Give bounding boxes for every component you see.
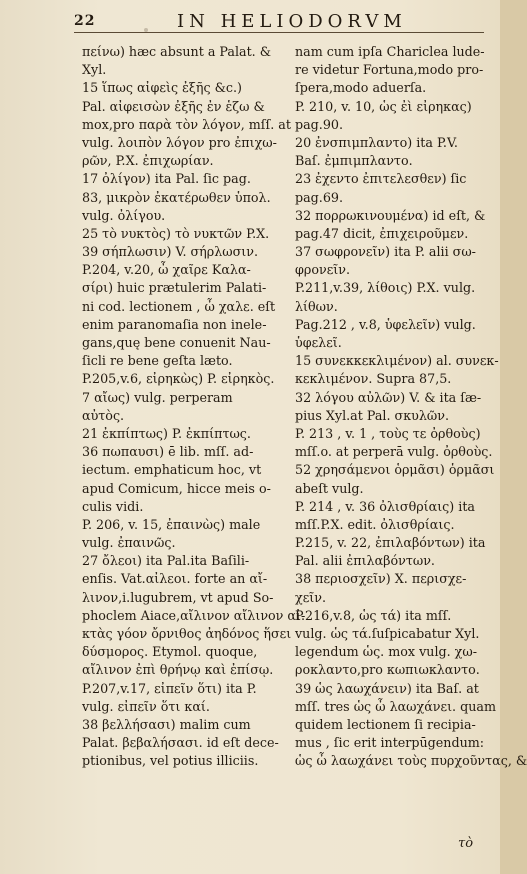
text-line: P.211,v.39, λίθοις) P.X. vulg. bbox=[295, 280, 476, 296]
text-line: 39 ὡς λαωχάνειν) ita Baſ. at bbox=[295, 680, 479, 696]
text-line: P. 206, v. 15, ἐπαινὼς) male bbox=[82, 516, 261, 532]
catchword: τὸ bbox=[458, 836, 474, 851]
left-column bbox=[82, 43, 306, 771]
text-line: P.216,v.8, ὡς τά) ita mſſ. bbox=[295, 607, 452, 623]
text-line: 36 πωπαυσι) ē lib. mſſ. ad- bbox=[82, 444, 254, 460]
text-line: 23 ἐχεντο ἐπιτελεσθεν) ſic bbox=[295, 171, 467, 187]
text-line: apud Comicum, hicce meis o- bbox=[82, 480, 271, 496]
text-line: ſpera,modo aduerſa. bbox=[295, 80, 427, 96]
text-line: Pal. αἰφεισὼν ἐξῆς ἐν ἑζω & bbox=[82, 98, 265, 114]
text-line: P.215, v. 22, ἐπιλαβόντων) ita bbox=[295, 535, 486, 551]
text-line: re videtur Fortuna,modo pro- bbox=[295, 62, 484, 78]
text-line: mſſ.P.X. edit. ὀλισθρίαις. bbox=[295, 516, 455, 532]
text-line: ὑφελεῖ. bbox=[295, 335, 342, 350]
text-line: 38 βελλήσασι) malim cum bbox=[82, 716, 251, 732]
page-number: 22 bbox=[74, 13, 96, 29]
text-line: 32 λόγου αὐλῶν) V. & ita ſæ- bbox=[295, 389, 482, 405]
text-line: λινον,i.lugubrem, vt apud So- bbox=[82, 589, 274, 605]
text-line: quidem lectionem ſi recipia- bbox=[295, 716, 476, 732]
running-title: IN HELIODORVM bbox=[177, 11, 407, 32]
text-line: pag.90. bbox=[295, 116, 344, 132]
text-line: iectum. emphaticum hoc, vt bbox=[82, 462, 262, 478]
text-line: vulg. ὀλίγου. bbox=[82, 207, 166, 223]
text-line: 52 χρησάμενοι ὁρμᾶσι) ὁρμᾶσι bbox=[295, 462, 495, 478]
text-line: vulg. εἰπεῖν ὅτι καί. bbox=[82, 698, 210, 714]
text-line: Pal. alii ἐπιλαβόντων. bbox=[295, 553, 435, 569]
text-line: 21 ἐκπίπτως) P. ἐκπίπτως. bbox=[82, 425, 251, 441]
text-line: δύσμορος. Etymol. quoque, bbox=[82, 644, 258, 660]
text-line: 20 ἐνσπιμπλαντο) ita P.V. bbox=[295, 134, 458, 150]
text-line: 17 ὀλίγον) ita Pal. ſic pag. bbox=[82, 171, 251, 187]
text-line: 7 αἴως) vulg. perperam bbox=[82, 389, 233, 405]
text-line: vulg. λοιπὸν λόγον pro ἐπιχω- bbox=[82, 134, 277, 150]
text-line: mox,pro παρὰ τὸν λόγον, mſſ. at bbox=[82, 116, 291, 132]
text-line: ὡς ὦ λαωχάνει τοὺς πυρχοῦντας, & bbox=[295, 753, 527, 769]
text-line: χεῖν. bbox=[295, 589, 326, 605]
text-line: 39 σήπλωσιν) V. σήρλωσιν. bbox=[82, 244, 258, 260]
text-line: pag.47 dicit, ἐπιχειροῦμεν. bbox=[295, 225, 469, 241]
text-line: φρονεῖν. bbox=[295, 262, 350, 278]
text-line: Palat. βεβαλήσασι. id eſt dece- bbox=[82, 735, 279, 751]
text-line: 37 σωφρονεῖν) ita P. alii σω- bbox=[295, 244, 476, 260]
text-line: culis vidi. bbox=[82, 498, 144, 514]
text-line: 32 πορρωκινουμένα) id eſt, & bbox=[295, 207, 486, 223]
text-line: πείνω) hæc absunt a Palat. & bbox=[82, 44, 272, 59]
text-line: abeſt vulg. bbox=[295, 480, 364, 496]
text-line: ptionibus, vel potius illiciis. bbox=[82, 753, 259, 769]
text-line: phoclem Aiace,αἴλινον αἴλινον αἰ- bbox=[82, 607, 306, 623]
text-line: ροκλαντο,pro κωπιωκλαντο. bbox=[295, 662, 480, 678]
text-line: P. 210, v. 10, ὡς ἐὶ εἰρηκας) bbox=[295, 98, 472, 114]
page-header bbox=[74, 10, 484, 33]
text-line: P.204, v.20, ὦ χαῖρε Καλα- bbox=[82, 262, 251, 278]
text-line: Baſ. ἐμπιμπλαντο. bbox=[295, 153, 413, 169]
text-line: legendum ὡς. mox vulg. χω- bbox=[295, 644, 478, 660]
text-line: ρῶν, P.X. ἐπιχωρίαν. bbox=[82, 153, 214, 169]
text-line: ſicli re bene geſta læto. bbox=[82, 353, 233, 369]
text-line: vulg. ἐπαινῶς. bbox=[82, 535, 176, 551]
text-line: λίθων. bbox=[295, 298, 338, 314]
text-line: 27 ὄλεοι) ita Pal.ita Baſili- bbox=[82, 553, 250, 569]
text-line: nam cum ipſa Chariclea lude- bbox=[295, 44, 485, 59]
text-line: Xyl. bbox=[82, 62, 107, 78]
text-line: 15 συνεκκεκλιμένον) al. συνεκ- bbox=[295, 353, 499, 369]
right-column bbox=[295, 43, 527, 771]
text-line: mſſ.o. at perperā vulg. ὀρθοὺς. bbox=[295, 444, 493, 460]
text-line: Pag.212 , v.8, ὑφελεῖν) vulg. bbox=[295, 316, 476, 332]
text-line: mſſ. tres ὡς ὦ λαωχάνει. quam bbox=[295, 698, 496, 714]
text-line: κτὰς γόον ὄρνιθος ἀηδόνος ἥσει bbox=[82, 626, 292, 641]
text-line: pag.69. bbox=[295, 189, 344, 205]
text-line: vulg. ὡς τά.ſuſpicabatur Xyl. bbox=[295, 626, 480, 641]
text-line: κεκλιμένον. Supra 87,5. bbox=[295, 371, 452, 387]
text-line: P. 213 , v. 1 , τοὺς τε ὀρθοὺς) bbox=[295, 425, 481, 441]
text-line: σίρι) huic prætulerim Palati- bbox=[82, 280, 267, 296]
text-line: αὐτὸς. bbox=[82, 407, 125, 423]
text-line: pius Xyl.at Pal. σκυλῶν. bbox=[295, 407, 449, 423]
text-line: gans,quę bene conuenit Nau- bbox=[82, 335, 271, 350]
text-line: αἴλινον ἐπὶ θρήνῳ καὶ ἐπίσῳ. bbox=[82, 662, 274, 678]
text-line: P.205,v.6, εἰρηκὼς) P. εἰρηκὸς. bbox=[82, 371, 275, 387]
text-line: enim paranomaſia non inele- bbox=[82, 316, 267, 332]
text-line: 15 ἵπως αἰφεὶς ἐξῆς &c.) bbox=[82, 80, 243, 96]
text-line: 83, μικρὸν ἐκατέρωθεν ὑπολ. bbox=[82, 189, 271, 205]
text-line: mus , ſic erit interpūgendum: bbox=[295, 735, 485, 751]
text-line: P.207,v.17, εἰπεῖν ὅτι) ita P. bbox=[82, 680, 257, 696]
text-line: enſis. Vat.αἰλεοι. forte an αἴ- bbox=[82, 571, 268, 587]
text-line: 38 περιοσχεῖν) X. περισχε- bbox=[295, 571, 467, 587]
text-line: ni cod. lectionem , ὦ χαλε. eſt bbox=[82, 298, 276, 314]
text-line: 25 τὸ νυκτὸς) τὸ νυκτῶν P.X. bbox=[82, 225, 270, 241]
text-line: P. 214 , v. 36 ὀλισθρίαις) ita bbox=[295, 498, 475, 514]
